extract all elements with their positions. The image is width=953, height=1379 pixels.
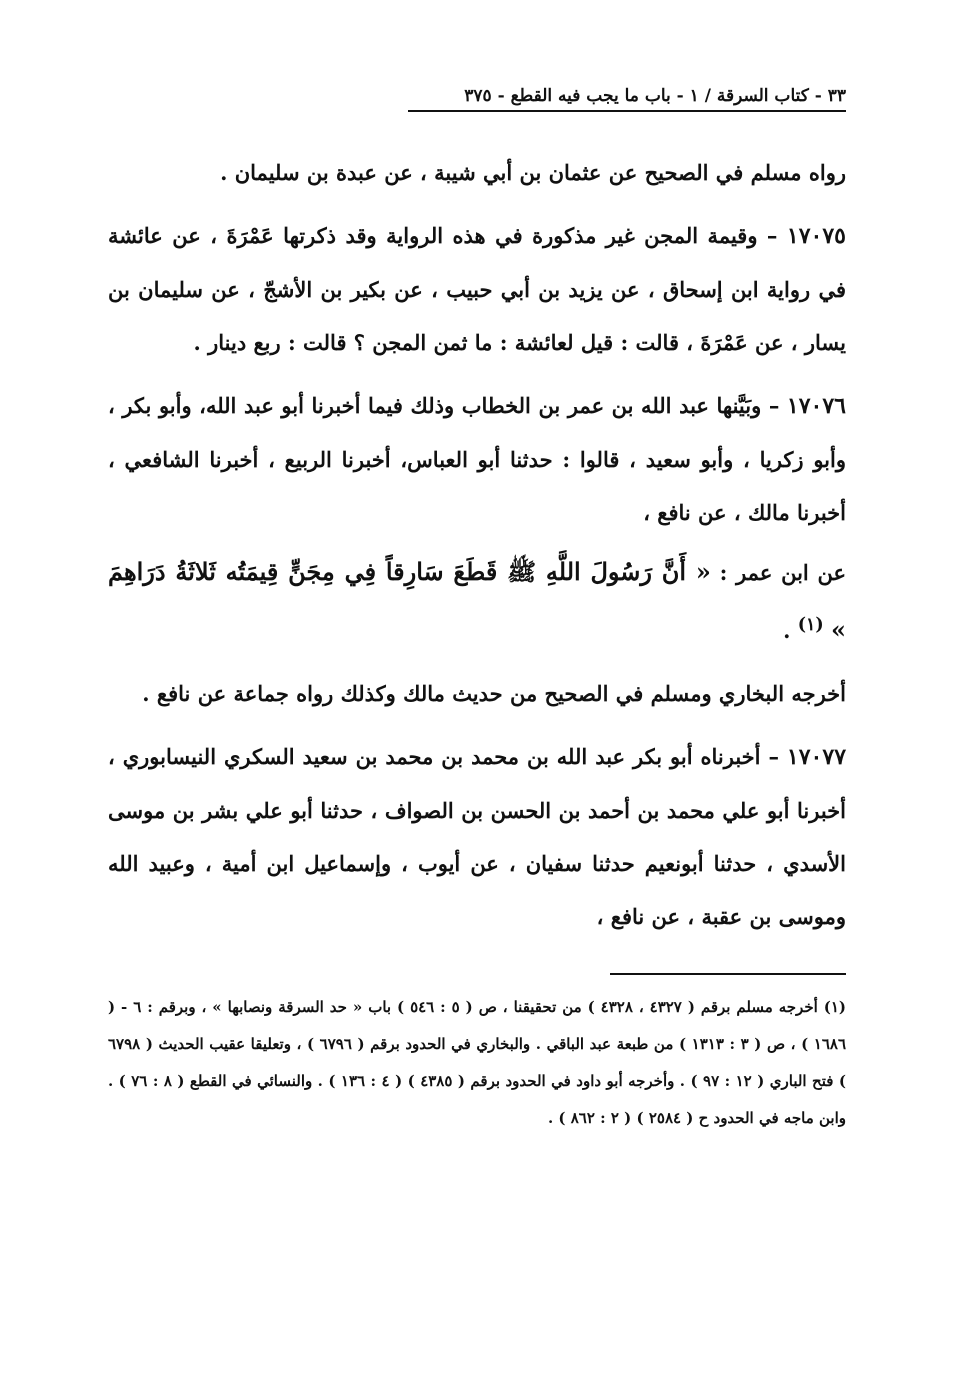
paragraph-text: أخرجه البخاري ومسلم في الصحيح من حديث مالك وكذلك رواه جماعة عن نافع . [142,681,846,706]
footnote-reference[interactable]: (١) [797,615,824,635]
paragraph-1 [108,146,846,199]
body-text [108,146,846,943]
paragraph-17075 [108,209,846,369]
footnote-1 [108,989,846,1137]
hadith-number: ١٧٠٧٧ [786,744,847,770]
paragraph-text: – وبَيَّنها عبد الله بن عمر بن الخطاب وذلك فيما أخبرنا أبو عبد الله، وأبو بكر ، وأبو زكريا ، وأبو سعيد ، قالوا : حدثنا أبو العباس، أخبرنا الربيع ، أخبرنا الشافعي ، أخبرنا مالك ، عن نافع ، [108,393,846,525]
paragraph-text: – أخبرناه أبو بكر عبد الله بن محمد بن محمد بن سعيد السكري النيسابوري ، أخبرنا أبو علي محمد بن أحمد بن الحسن بن الصواف ، حدثنا أبو علي بشر بن موسى الأسدي ، حدثنا أبونعيم حدثنا سفيان ، عن أيوب ، وإسماعيل ابن أمية ، وعبيد الله وموسى بن عقبة ، عن نافع ، [108,744,846,929]
hadith-number: ١٧٠٧٥ [786,223,846,249]
hadith-number: ١٧٠٧٦ [786,393,846,419]
paragraph-takhrij [108,667,846,720]
footnote-text: (١) أخرجه مسلم برقم ( ٤٣٢٧ ، ٤٣٢٨ ) من تحقيقنا ، ص ( ٥ : ٥٤٦ ) باب « حد السرقة ونصابها » ، وبرقم : ٦ - ( ١٦٨٦ ) ، ص ( ٣ : ١٣١٣ ) من طبعة عبد الباقي . والبخاري في الحدود برقم ( ٦٧٩٦ ) ، وتعليقا عقيب الحديث ( ٦٧٩٨ ) فتح الباري ( ١٢ : ٩٧ ) . وأخرجه أبو داود في الحدود برقم ( ٤٣٨٥ ) ( ٤ : ١٣٦ ) . والنسائي في القطع ( ٨ : ٧٦ ) . وابن ماجه في الحدود ح ( ٢٥٨٤ ) ( ٢ : ٨٦٢ ) . [108,998,847,1127]
document-page [108,70,846,1137]
paragraph-text: رواه مسلم في الصحيح عن عثمان بن أبي شيبة ، عن عبدة بن سليمان . [220,160,846,185]
paragraph-hadith-quote [108,545,846,657]
hadith-quote: « أَنَّ رَسُولَ اللَّهِ ﷺ قَطَعَ سَارِقاً فِي مِجَنٍّ قِيمَتُه ثَلاثَةُ دَرَاهِمَ » [108,557,846,644]
running-title: ٣٣ - كتاب السرقة / ١ - باب ما يجب فيه القطع - ٣٧٥ [464,86,846,106]
paragraph-17076 [108,379,846,539]
running-header [108,70,846,112]
footnote-separator [610,973,846,975]
paragraph-text: – وقيمة المجن غير مذكورة في هذه الرواية وقد ذكرتها عَمْرَةَ ، عن عائشة في رواية ابن إسحاق ، عن يزيد بن أبي حبيب ، عن بكير بن الأشجّ ، عن سليمان بن يسار ، عن عَمْرَةَ ، قالت : قيل لعائشة : ما ثمن المجن ؟ قالت : ربع دينار . [108,223,846,355]
quote-suffix: . [783,618,791,643]
paragraph-17077 [108,730,846,943]
quote-prefix: عن ابن عمر : [719,560,847,585]
header-rule-gap [108,110,408,112]
